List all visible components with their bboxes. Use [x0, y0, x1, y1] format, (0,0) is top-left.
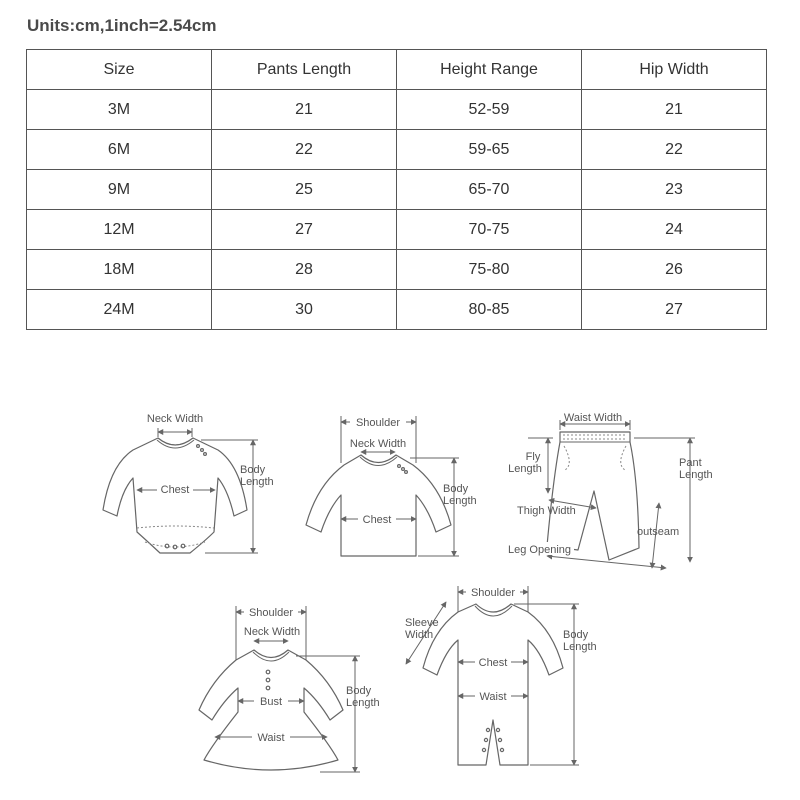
cell-size: 9M [27, 170, 212, 210]
cell-size: 6M [27, 130, 212, 170]
romper-diagram [405, 585, 597, 765]
cell-height-range: 52-59 [397, 90, 582, 130]
waist-width-label: Waist Width [563, 412, 623, 424]
leg-opening-label: Leg Opening [508, 544, 571, 556]
sleeve-width-label: Width [405, 629, 434, 641]
cell-size: 12M [27, 210, 212, 250]
waist-label: Waist [479, 691, 507, 703]
header-size: Size [27, 50, 212, 90]
neck-width-label: Neck Width [349, 438, 407, 450]
waist-label: Waist [257, 732, 285, 744]
header-hip-width: Hip Width [582, 50, 767, 90]
shoulder-label: Shoulder [248, 607, 294, 619]
cell-hip-width: 23 [582, 170, 767, 210]
table-row [27, 170, 767, 210]
header-pants-length: Pants Length [212, 50, 397, 90]
cell-pants-length: 22 [212, 130, 397, 170]
chest-label: Chest [160, 484, 190, 496]
pants-diagram [506, 412, 713, 568]
cell-size: 18M [27, 250, 212, 290]
pant-length-label: Pant [679, 457, 702, 469]
size-chart-table [26, 49, 767, 330]
body-length-label: Body [346, 685, 372, 697]
pant-length-label: Length [679, 469, 713, 481]
romper-outline [423, 604, 563, 765]
cell-size: 3M [27, 90, 212, 130]
pants-outline [547, 432, 639, 560]
table-row [27, 290, 767, 330]
bodysuit-diagram [103, 413, 274, 553]
cell-height-range: 75-80 [397, 250, 582, 290]
body-length-label: Length [240, 476, 274, 488]
cell-size: 24M [27, 290, 212, 330]
cell-height-range: 80-85 [397, 290, 582, 330]
bust-label: Bust [259, 696, 283, 708]
table-row [27, 90, 767, 130]
top-outline [306, 455, 451, 556]
fly-length-label: Fly [525, 451, 541, 463]
cell-pants-length: 25 [212, 170, 397, 210]
body-length-label: Body [240, 464, 266, 476]
neck-width-label: Neck Width [146, 413, 204, 425]
body-length-label: Length [563, 641, 597, 653]
chest-label: Chest [362, 514, 392, 526]
top-diagram [306, 415, 477, 556]
neck-width-label: Neck Width [243, 626, 301, 638]
cell-hip-width: 27 [582, 290, 767, 330]
body-length-label: Body [563, 629, 589, 641]
cell-pants-length: 28 [212, 250, 397, 290]
thigh-width-label: Thigh Width [517, 505, 576, 517]
cell-height-range: 70-75 [397, 210, 582, 250]
body-length-label: Body [443, 483, 469, 495]
table-row [27, 250, 767, 290]
cell-pants-length: 27 [212, 210, 397, 250]
cell-hip-width: 21 [582, 90, 767, 130]
header-height-range: Height Range [397, 50, 582, 90]
cell-height-range: 59-65 [397, 130, 582, 170]
chest-label: Chest [478, 657, 508, 669]
dress-diagram [199, 605, 380, 772]
sleeve-width-label: Sleeve [405, 617, 439, 629]
table-row [27, 130, 767, 170]
cell-pants-length: 30 [212, 290, 397, 330]
cell-hip-width: 26 [582, 250, 767, 290]
dress-outline [199, 650, 343, 770]
units-note: Units:cm,1inch=2.54cm [27, 16, 217, 35]
body-length-label: Length [346, 697, 380, 709]
cell-pants-length: 21 [212, 90, 397, 130]
cell-height-range: 65-70 [397, 170, 582, 210]
cell-hip-width: 24 [582, 210, 767, 250]
table-row [27, 210, 767, 250]
table-header-row [27, 50, 767, 90]
shoulder-label: Shoulder [355, 417, 401, 429]
measurement-diagrams [0, 380, 800, 800]
shoulder-label: Shoulder [470, 587, 516, 599]
cell-hip-width: 22 [582, 130, 767, 170]
body-length-label: Length [443, 495, 477, 507]
fly-length-label: Length [508, 463, 542, 475]
outseam-label: outseam [637, 526, 680, 538]
